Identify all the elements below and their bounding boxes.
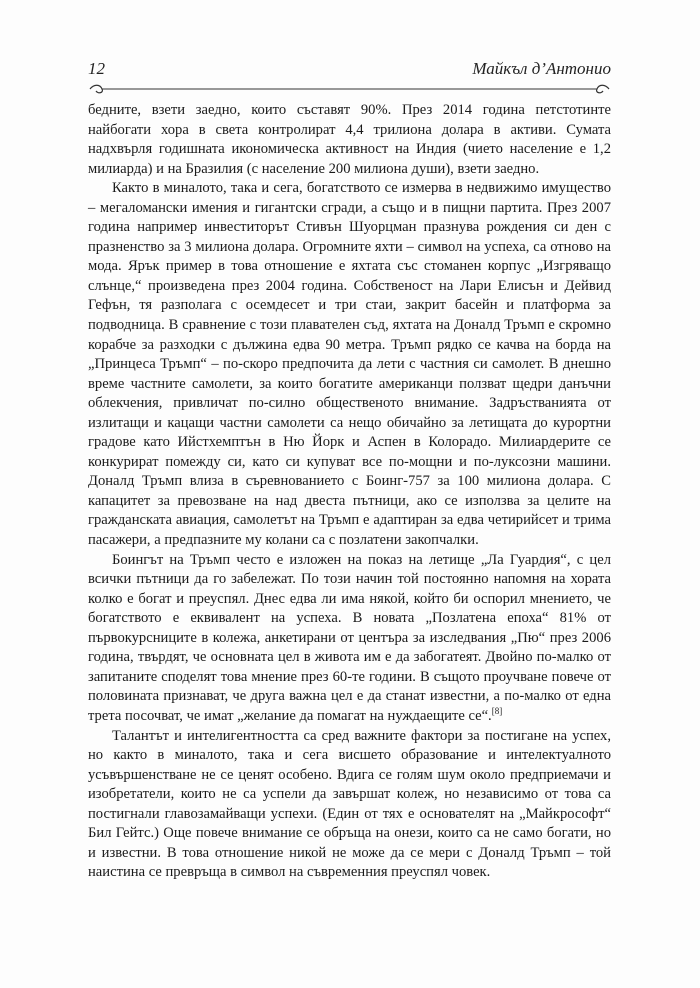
paragraph-3 bbox=[88, 551, 611, 727]
page-header bbox=[88, 57, 611, 93]
header-ornament-rule bbox=[88, 83, 611, 95]
running-title: Майкъл д’Антонио bbox=[472, 59, 611, 78]
paragraph-1: бедните, взети заедно, които съставят 90%. През 2014 година петстотинте найбогати хора в света контролират 4,4 трилиона долара в активи. Сумата надхвърля годишната икономическа активност на Индия (чието население е 1,2 милиарда) и на Бразилия (с население 200 милиона души), взети заедно. bbox=[88, 102, 611, 177]
footnote-reference[interactable]: [8] bbox=[491, 706, 503, 717]
page-number: 12 bbox=[88, 59, 105, 78]
paragraph-3-text: Боингът на Тръмп често е изложен на показ на летище „Ла Гуардия“, с цел всички пътници да го забележат. По този начин той постоянно напомня на хората колко е богат и преуспял. Днес едва ли има някой, който би оспорил мнението, че богатството е еквивалент на успеха. В новата „Позлатена епоха“ 81% от първокурсниците в колежа, анкетирани от центъра за изследвания „Пю“ през 2006 година, твърдят, че основната цел в живота им е да забогатеят. Двойно по-малко от запитаните споделят това мнение през 60-те години. В същото проучване повече от половината признават, че друга важна цел е да станат известни, а по-малко от една трета посочват, че имат „желание да помагат на нуждаещите се“. bbox=[88, 551, 611, 724]
body-text bbox=[88, 101, 611, 883]
paragraph-4: Талантът и интелигентността са сред важните фактори за постигане на успех, но както в миналото, така и сега висшето образование и интелектуалното усъвършенстване не се ценят особено. Вдига се голям шум около предприемачи и изобретатели, които не са успели да завършат колеж, но независимо от това са постигнали главозамайващи успехи. (Един от тях е основателят на „Майкрософт“ Бил Гейтс.) Още повече внимание се обръща на онези, които са не само богати, но и известни. В това отношение никой не може да се мери с Доналд Тръмп – той наистина се превръща в символ на съвременния преуспял човек. bbox=[88, 727, 611, 881]
paragraph-2: Както в миналото, така и сега, богатството се измерва в недвижимо имущество – мегаломански имения и гигантски сгради, а също и в пищни партита. През 2007 година например инвеститорът Стивън Шуорцман празнува рождения си ден с празненство за 3 милиона долара. Огромните яхти – символ на успеха, са отново на мода. Ярък пример в това отношение е яхтата със стоманен корпус „Изгряващо слънце,“ произведена през 2004 година. Собственост на Лари Елисън и Дейвид Гефън, тя разполага с осемдесет и три стаи, закрит басейн и платформа за подводница. В сравнение с този плавателен съд, яхтата на Доналд Тръмп е скромно корабче за разходки с дължина едва 90 метра. Тръмп рядко се качва на борда на „Принцеса Тръмп“ – по-скоро предпочита да лети с частния си самолет. В днешно време частните самолети, за които богатите американци ползват щедри данъчни облекчения, привличат по-силно общественото внимание. Задръстванията от излитащи и кацащи частни самолети са нещо обичайно за летищата до курортни градове като Ийстхемптън в Ню Йорк и Аспен в Колорадо. Милиардерите се конкурират помежду си, като си купуват все по-мощни и по-луксозни машини. Доналд Тръмп влиза в съревнованието с Боинг-757 за 100 милиона долара. С капацитет за превозване на над двеста пътници, ако се използва за целите на гражданската авиация, самолетът на Тръмп е адаптиран за едва четирийсет и трима пасажери, а предпазните му колани са с позлатени закопчалки. bbox=[88, 180, 611, 549]
